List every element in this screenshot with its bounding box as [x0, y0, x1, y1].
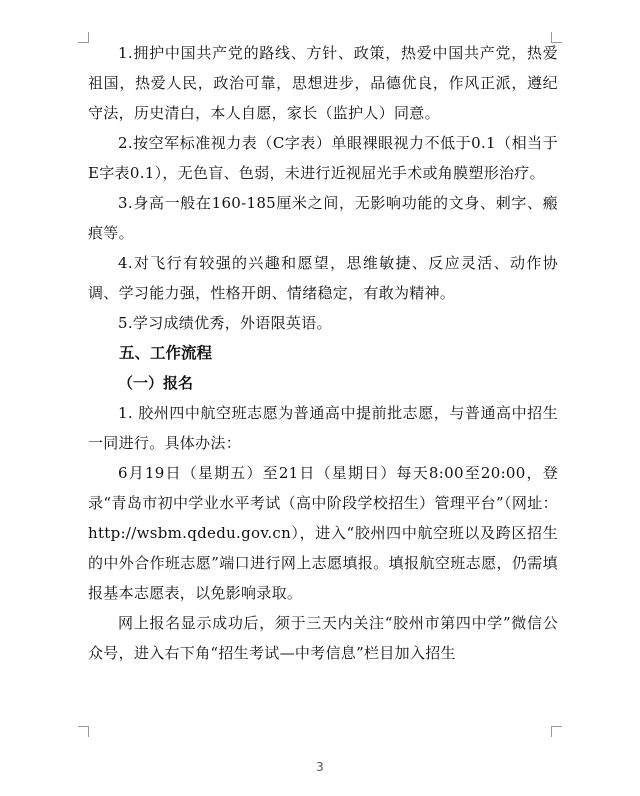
requirement-paragraph-4: 4.对飞行有较强的兴趣和愿望，思维敏捷、反应灵活、动作协调、学习能力强，性格开朗、情绪稳定，有敢为精神。 [88, 254, 558, 302]
requirement-paragraph-3: 3.身高一般在160-185厘米之间，无影响功能的文身、刺字、瘢痕等。 [88, 194, 558, 242]
requirement-paragraph-5: 5.学习成绩优秀，外语限英语。 [118, 314, 332, 332]
crop-mark-bottom-left [78, 726, 89, 737]
crop-mark-bottom-right [551, 726, 562, 737]
requirement-paragraph-2: 2.按空军标准视力表（C字表）单眼裸眼视力不低于0.1（相当于E字表0.1），无色盲、色弱，未进行近视屈光手术或角膜塑形治疗。 [88, 134, 558, 182]
process-paragraph-2: 6月19日（星期五）至21日（星期日）每天8:00至20:00，登录“青岛市初中学业水平考试（高中阶段学校招生）管理平台”（网址：http://wsbm.qdedu.gov.cn），进入“胶州四中航空班以及跨区招生的中外合作班志愿”端口进行网上志愿填报。填报航空班志愿，仍需填报基本志愿表，以免影响录取。 [88, 464, 558, 602]
section-heading: 五、工作流程 [119, 344, 213, 362]
document-body [88, 38, 558, 668]
process-paragraph-1: 1. 胶州四中航空班志愿为普通高中提前批志愿，与普通高中招生一同进行。具体办法： [88, 404, 558, 452]
page-number: 3 [316, 760, 324, 774]
requirement-paragraph-1: 1.拥护中国共产党的路线、方针、政策，热爱中国共产党，热爱祖国，热爱人民，政治可靠，思想进步，品德优良，作风正派，遵纪守法，历史清白，本人自愿，家长（监护人）同意。 [88, 44, 558, 122]
process-paragraph-3: 网上报名显示成功后，须于三天内关注“胶州市第四中学”微信公众号，进入右下角“招生考试—中考信息”栏目加入招生 [88, 614, 558, 662]
subsection-heading: （一）报名 [118, 374, 194, 392]
